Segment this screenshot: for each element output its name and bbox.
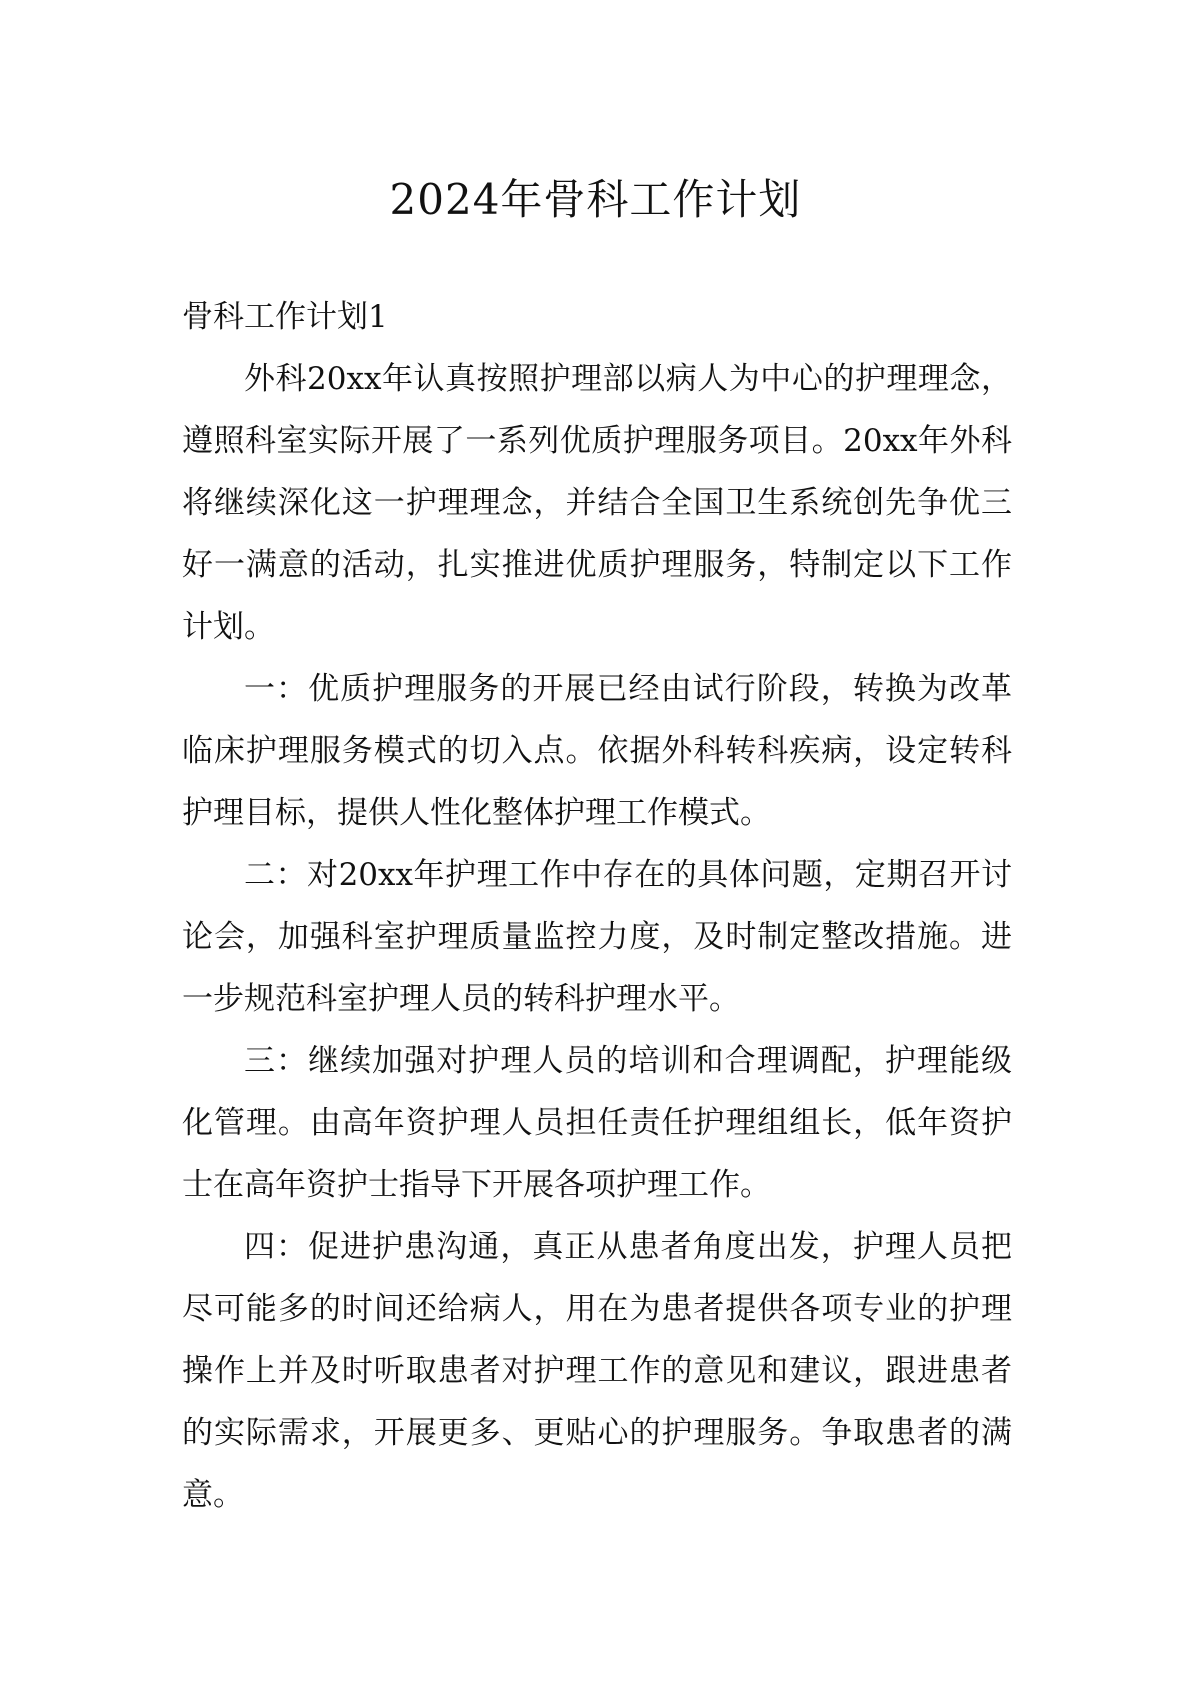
- document-body: [182, 286, 1012, 1526]
- document-title: 2024年骨科工作计划: [389, 175, 802, 224]
- paragraph-intro: 外科20xx年认真按照护理部以病人为中心的护理理念，遵照科室实际开展了一系列优质护理服务项目。20xx年外科将继续深化这一护理理念，并结合全国卫生系统创先争优三好一满意的活动，扎实推进优质护理服务，特制定以下工作计划。: [182, 361, 1012, 645]
- paragraph-point-4: 四：促进护患沟通，真正从患者角度出发，护理人员把尽可能多的时间还给病人，用在为患者提供各项专业的护理操作上并及时听取患者对护理工作的意见和建议，跟进患者的实际需求，开展更多、更贴心的护理服务。争取患者的满意。: [182, 1229, 1012, 1513]
- paragraph-point-1: 一：优质护理服务的开展已经由试行阶段，转换为改革临床护理服务模式的切入点。依据外科转科疾病，设定转科护理目标，提供人性化整体护理工作模式。: [182, 671, 1012, 831]
- section-heading: 骨科工作计划1: [182, 299, 388, 335]
- paragraph-point-3: 三：继续加强对护理人员的培训和合理调配，护理能级化管理。由高年资护理人员担任责任护理组组长，低年资护士在高年资护士指导下开展各项护理工作。: [182, 1043, 1012, 1203]
- paragraph-point-2: 二：对20xx年护理工作中存在的具体问题，定期召开讨论会，加强科室护理质量监控力度，及时制定整改措施。进一步规范科室护理人员的转科护理水平。: [182, 857, 1012, 1017]
